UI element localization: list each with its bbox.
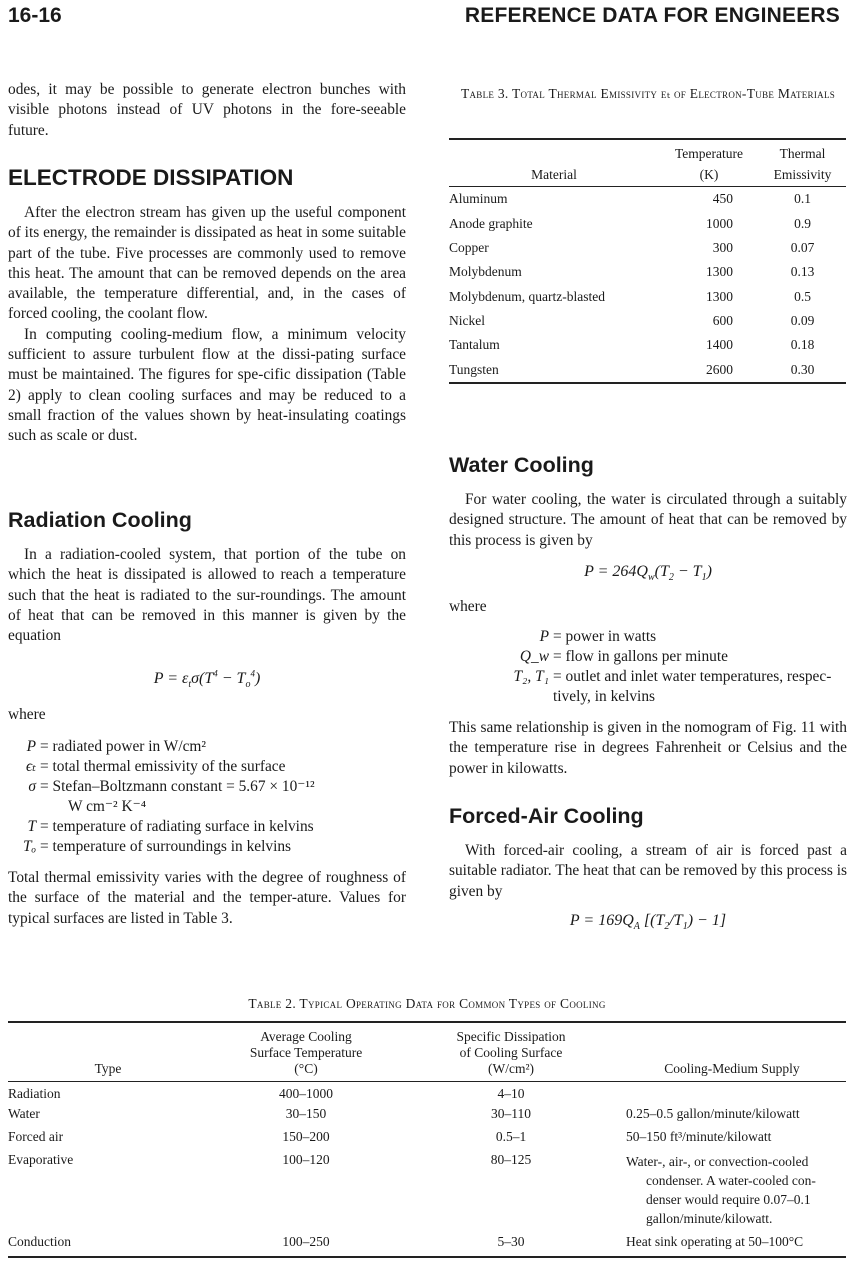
table-row: Molybdenum, quartz-blasted 1300 0.5 [449,288,811,304]
water-heading: Water Cooling [449,453,594,477]
def-row: σ = Stefan–Boltzmann constant = 5.67 × 10⁻¹² [28,778,315,795]
table-row: Water 30–150 30–110 0.25–0.5 gallon/minute/kilowatt [8,1106,800,1121]
air-heading: Forced-Air Cooling [449,804,644,828]
table2-caption: Table 2. Typical Operating Data for Common Types of Cooling [248,996,606,1011]
t2-spec-header-2: of Cooling Surface [459,1045,563,1060]
radiation-equation: $P = \varepsilon_t\sigma(T^4 - T_o^4)$ [153,668,261,691]
water-text-2 [449,718,847,779]
para-1: After the electron stream has given up the useful component of its energy, the remainder is dissipated as heat in some suitable part of the tube. Five processes are commonly used to remove this heat. The amount that can be removed depends on the area available, the temperature differential, and, in the cases of forced cooling, the coolant flow. [8,204,406,323]
table-row: Tungsten 2600 0.30 [449,357,846,382]
def-row: W cm⁻² K⁻⁴ [68,798,147,815]
water-where: where [449,598,487,615]
air-para: With forced-air cooling, a stream of air is forced past a suitable radiator. The heat that can be removed by this process is given by [449,842,847,900]
t3-temp-header-1: Temperature [674,146,743,162]
water-para-2: This same relationship is given in the nomogram of Fig. 11 with the temperature rise in degrees Fahrenheit or Celsius and the power in kilowatts. [449,719,847,777]
intro-continuation: odes, it may be possible to generate electron bunches with visible photons instead of UV photons in the fore-seeable future. [8,81,406,139]
radiation-definitions [0,737,406,857]
def-row: P = radiated power in W/cm² [26,738,207,755]
table-row: Radiation 400–1000 4–10 [8,1086,525,1101]
def-row: Q_w = flow in gallons per minute [519,648,728,665]
left-column [8,80,406,141]
def-row: ϵₜ = total thermal emissivity of the surface [26,758,286,775]
t2-type-header: Type [94,1061,122,1076]
electrode-text [8,203,406,447]
t3-temp-header-2: (K) [699,167,719,183]
closing-para: Total thermal emissivity varies with the degree of roughness of the surface of the material and the temper-ature. Values for typical surfaces are listed in Table 3. [8,869,406,927]
t3-emis-header-1: Thermal [779,146,826,162]
water-text [449,490,847,551]
def-row: Tₒ = temperature of surroundings in kelvins [23,838,292,855]
radiation-text [8,545,406,646]
t3-emis-header-2: Emissivity [773,167,832,183]
table-row: Molybdenum 1300 0.13 [449,264,815,280]
radiation-where: where [8,706,46,723]
table-row: Forced air 150–200 0.5–1 50–150 ft³/minute/kilowatt [8,1129,772,1144]
t2-avg-header-3: (°C) [294,1061,318,1076]
air-equation: $P = 169Q_A$ $[(T_2/T_1) - 1]$ [569,912,727,933]
para-2: In computing cooling-medium flow, a minimum velocity sufficient to assure turbulent flow at the dissi-pating surface must be maintained. The figures for spe-cific dissipation (Table 2) apply to clean cooling surfaces and may be reduced to a small fraction of the values shown by heat-insulating coatings such as scale or dust. [8,325,406,445]
table2 [8,1021,846,1258]
t2-avg-header-1: Average Cooling [260,1029,352,1044]
table-row: Nickel 600 0.09 [449,312,815,328]
running-title: REFERENCE DATA FOR ENGINEERS [464,4,840,27]
table-row: Evaporative 100–120 80–125 Water-, air-, or convection-cooled condenser. A water-cooled con-denser would require 0.07–0.1 gallon/minute/kilowatt. [8,1152,816,1226]
def-row: T₂, T₁ = outlet and inlet water temperatures, respec-tively, in kelvins [513,668,832,705]
table3 [449,138,846,384]
radiation-para: In a radiation-cooled system, that portion of the tube on which the heat is dissipated is allowed to reach a temperature such that the heat is radiated to the sur-roundings. The amount of heat that can be removed in this manner is given by the equation [8,546,406,645]
table-row: Anode graphite 1000 0.9 [449,215,811,231]
table-row: Aluminum 450 0.1 [449,191,811,207]
t3-material-header: Material [531,167,577,183]
t2-spec-header-3: (W/cm²) [487,1061,535,1076]
table-row: Conduction 100–250 5–30 Heat sink operating at 50–100°C [8,1232,846,1257]
water-equation: $P = 264Q_w(T_2 - T_1)$ [584,563,712,584]
section-heading: ELECTRODE DISSIPATION [8,165,294,190]
table-row: Tantalum 1400 0.18 [449,337,815,353]
air-text [449,841,847,902]
def-row: T = temperature of radiating surface in kelvins [27,818,314,835]
table3-caption: Table 3. Total Thermal Emissivity ϵₜ of Electron-Tube Materials [460,86,836,101]
t2-supply-header: Cooling-Medium Supply [664,1061,800,1076]
t2-spec-header-1: Specific Dissipation [456,1029,566,1044]
closing-text [8,868,406,929]
table-row: Copper 300 0.07 [449,240,815,256]
t2-avg-header-2: Surface Temperature [249,1045,363,1060]
water-para: For water cooling, the water is circulated through a suitably designed structure. The amount of heat that can be removed by this process is given by [449,491,847,549]
radiation-heading: Radiation Cooling [8,508,192,532]
def-row: P = power in watts [539,628,657,645]
water-definitions [449,627,847,707]
page-number: 16-16 [8,4,62,27]
